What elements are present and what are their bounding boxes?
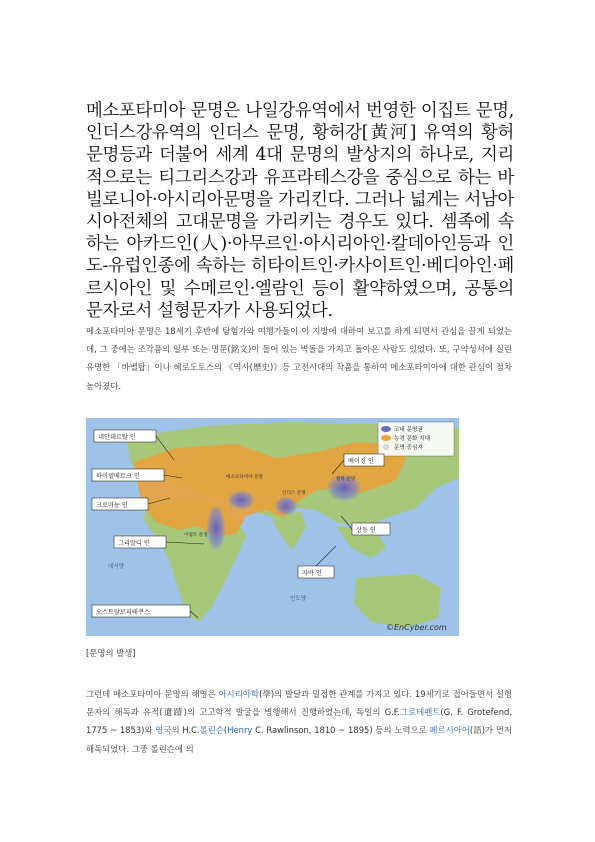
region-huanghe: 황하 문명	[336, 477, 356, 482]
sea-indian: 인도양	[290, 596, 307, 602]
link-grotefend[interactable]: 그로테펜트	[399, 707, 441, 718]
label-cro-magnon: 크로마뇽 인	[96, 502, 128, 509]
legend-center: 문명 중심지	[394, 445, 423, 451]
label-australopithecus: 오스트랄로피테쿠스	[96, 609, 150, 616]
intro-paragraph: 메소포타미아 문명은 18세기 후반에 탐험가와 여행가들이 이 지방에 대하여 보고를 하게 되면서 관심을 끌게 되었는데, 그 중에는 조각품의 일부 또는 명문(銘文)이 들어 있는 벽돌을 가지고 돌아온 사람도 있었다. 또, 구약성서에 실린 유명한 「바벨탑」이나 헤로도토스의 《역사(歷史)》등 고전시대의 작품을 통하여 메소포타미아에 대한 관심이 점차 높아졌다.	[86, 326, 512, 391]
label-shangding: 상동 인	[356, 527, 376, 534]
link-rawlinson[interactable]: 롤린슨	[199, 725, 224, 736]
text-run: 의 H.C.	[171, 725, 200, 736]
sea-atlantic: 대서양	[108, 564, 125, 570]
link-assyriology[interactable]: 아시리아학	[218, 689, 259, 699]
text-run: C. Rawlinson, 1810 ~ 1895) 등의 노력으로	[252, 725, 430, 736]
mesopotamia-core	[227, 490, 255, 510]
civilization-map	[86, 418, 459, 636]
legend-ancient: 고대 문명권	[394, 427, 423, 433]
label-java: 자바 인	[302, 570, 322, 577]
watermark: ©EnCyber.com	[386, 623, 447, 632]
body-paragraph-2	[86, 685, 512, 758]
region-mesopotamia: 메소포타미아 문명	[226, 475, 263, 480]
label-neanderthal: 네안데르탈 인	[98, 434, 136, 441]
text-run: 그런데 메소포타미아 문명의 해명은	[86, 689, 219, 699]
egypt-core	[206, 504, 226, 552]
link-england[interactable]: 영국	[155, 725, 172, 736]
figure-caption: [문명의 발생]	[86, 648, 136, 658]
link-henry[interactable]: Henry	[227, 725, 253, 736]
lead-paragraph: 메소포타미아 문명은 나일강유역에서 번영한 이집트 문명, 인더스강유역의 인더스 문명, 황허강[黃河] 유역의 황허 문명등과 더불어 세계 4대 문명의 발상지의 하나로, 지리적으로는 티그리스강과 유프라테스강을 중심으로 하는 바빌로니아·아시리아문명을 가리킨다. 그러나 넓게는 서남아시아전체의 고대문명을 가리키는 경우도 있다. 셈족에 속하는 아카드인(人)·아무르인·아시리아인·칼데아인등과 인도-유럽인종에 속하는 히타이트인·카사이트인·베디아인·페르시아인 및 수메르인·엘람인 등이 활약하였으며, 공통의 문자로서 설형문자가 사용되었다.	[86, 101, 514, 321]
text-run: (學)의 발달과 밀접한 관계를 가지고 있다. 19세기로 접어들면서 설형문자의 해독과 유적(遺蹟)의 고고학적 발굴을 병행해서 진행하였는데, 독일의 G.F.	[86, 689, 512, 718]
legend-farming: 농경 문화 지대	[394, 436, 430, 442]
text-run: (	[223, 725, 228, 736]
region-egypt: 이집트 문명	[184, 533, 208, 538]
indus-core	[274, 496, 298, 516]
label-peking: 베이징 인	[348, 458, 374, 465]
label-grimaldi: 그리말디 인	[118, 540, 150, 547]
link-persian[interactable]: 페르시아어	[429, 725, 470, 736]
text-run: (語)가 먼저 해독되었다. 그중 롤린슨에 의	[86, 725, 512, 754]
label-heidelberg: 하이델베르크 인	[96, 473, 140, 480]
region-indus: 인더스 문명	[282, 491, 306, 496]
text-run: (G. F. Grotefend, 1775 ~ 1853)와	[86, 707, 512, 736]
